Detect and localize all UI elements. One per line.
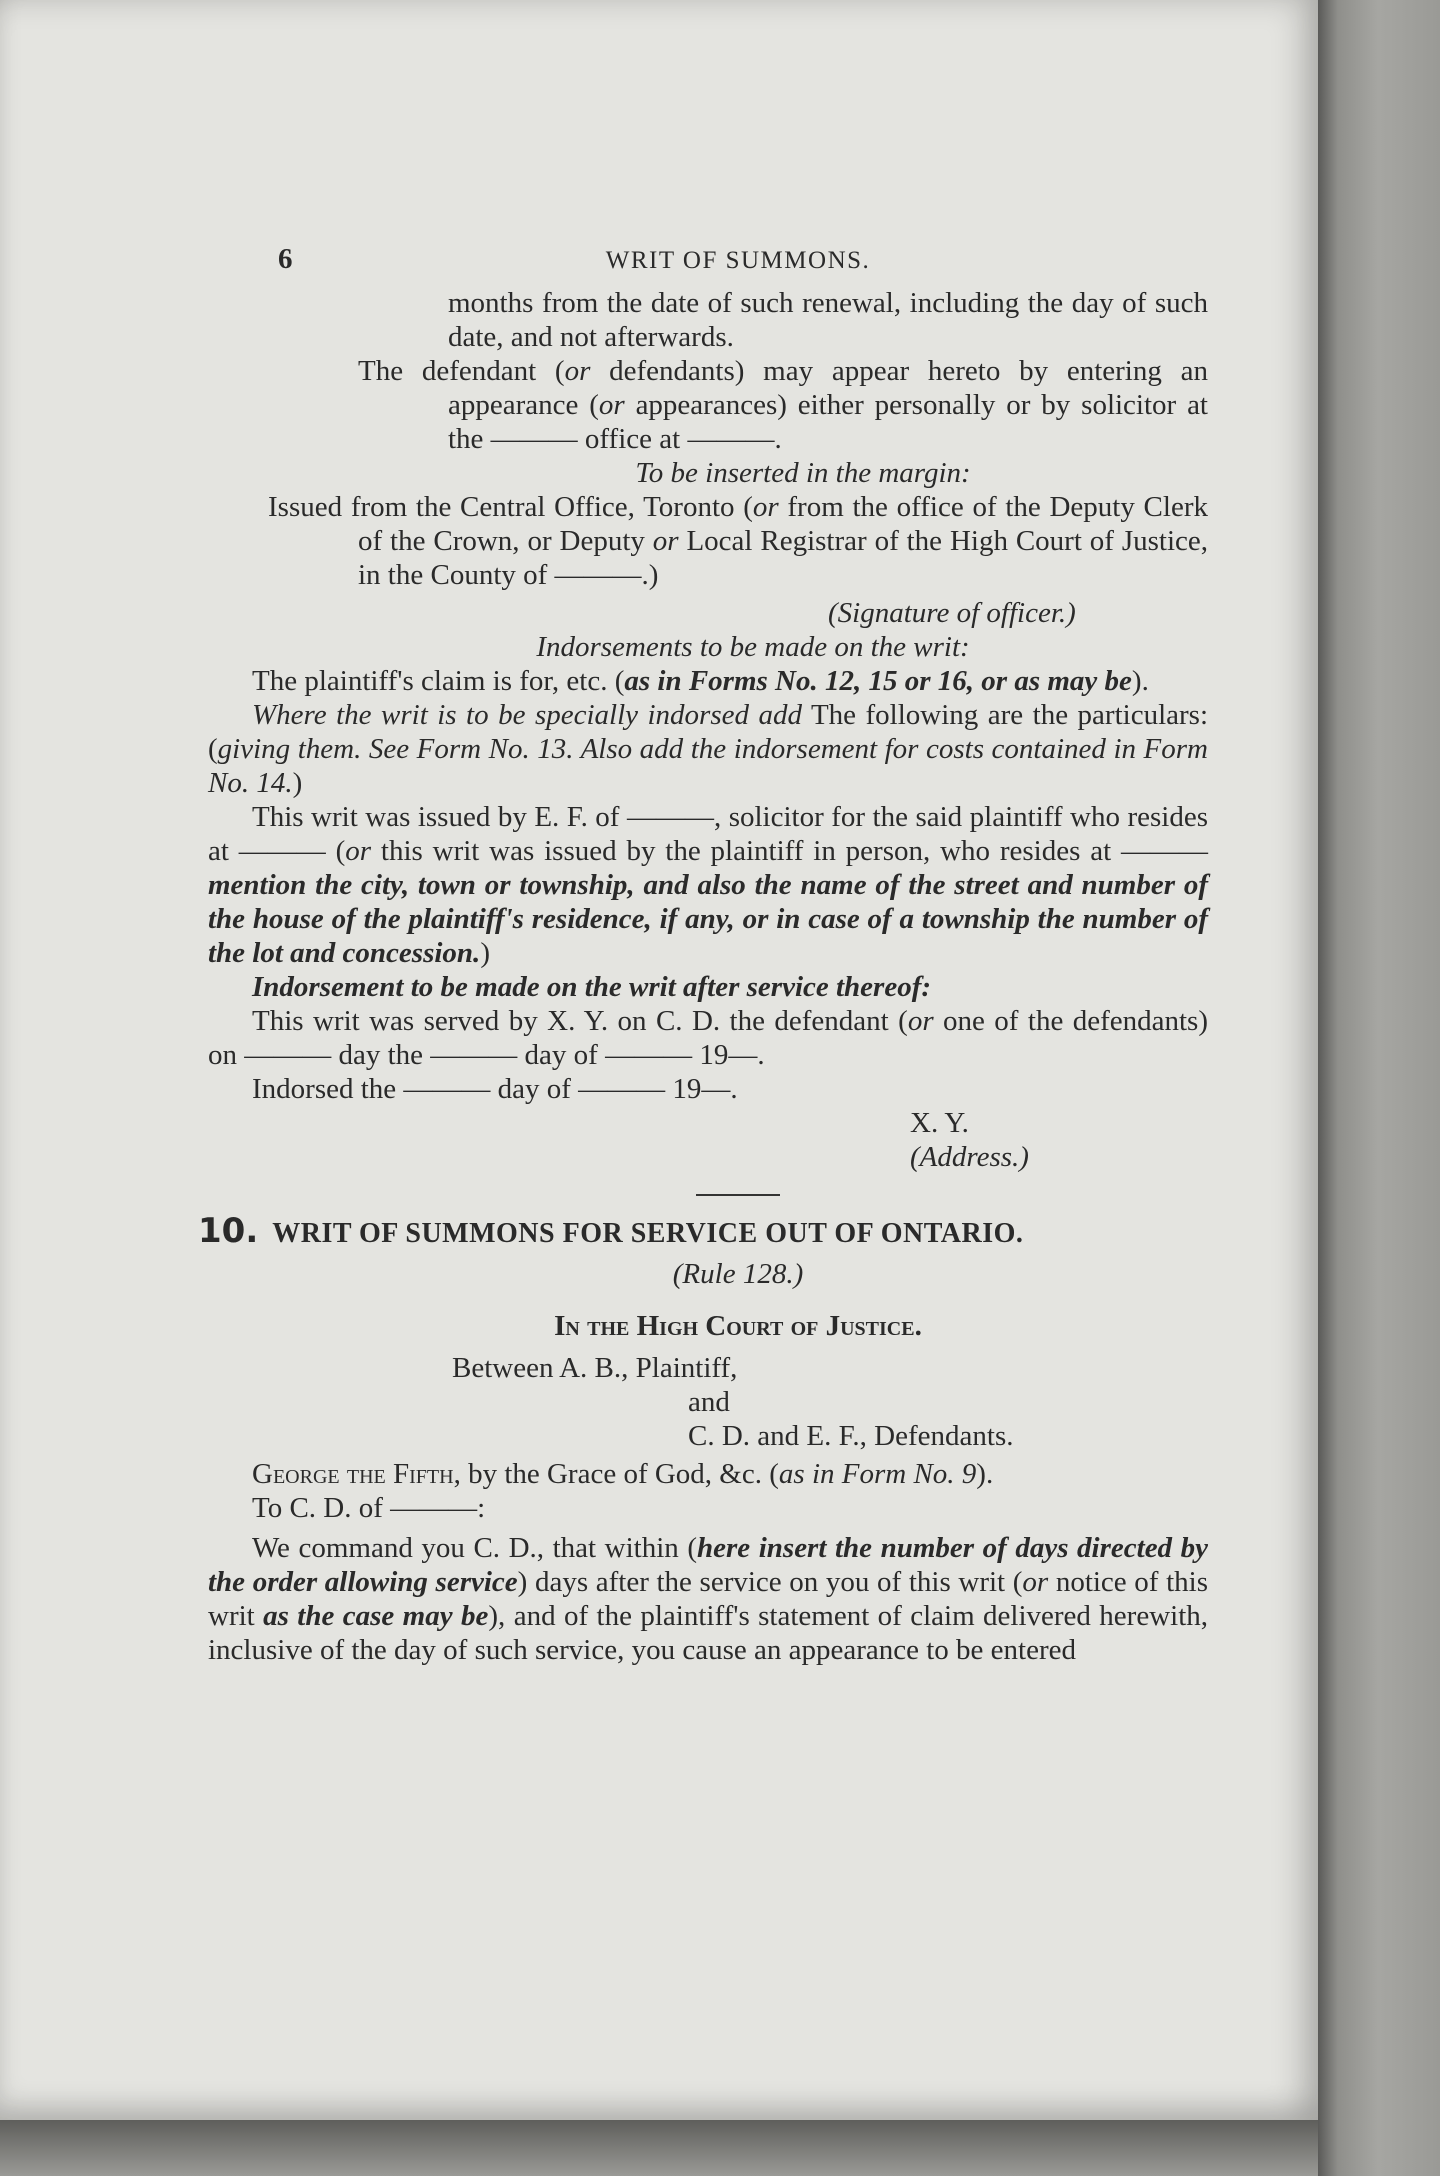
indorsement-after-service: Indorsement to be made on the writ after service thereof:: [252, 971, 932, 1003]
running-title: WRIT OF SUMMONS.: [605, 247, 871, 274]
section-divider: [696, 1194, 780, 1196]
paragraph-served: This writ was served by X. Y. on C. D. the defendant (or one of the defendants) on ——— day the ——— day of ——— 19—.: [208, 1005, 1208, 1071]
page-number: 6: [278, 243, 294, 275]
paragraph-specially-indorsed: Where the writ is to be specially indorsed add The following are the particulars: (giving them. See Form No. 13. Also add the indorsement for costs contained in Form No. 14.): [208, 699, 1209, 799]
book-edge-right: [1318, 0, 1440, 2176]
section-heading: 10. WRIT OF SUMMONS FOR SERVICE OUT OF ONTARIO.: [198, 1211, 1024, 1251]
and-line: and: [688, 1386, 730, 1418]
signature-officer: (Signature of officer.): [828, 597, 1076, 629]
page-header: [268, 236, 1208, 286]
margin-instruction: To be inserted in the margin:: [635, 457, 971, 489]
paragraph-command: We command you C. D., that within (here insert the number of days directed by the order allowing service) days after the service on you of this writ (or notice of this writ as the case may be), and of the plaintiff's statement of claim delivered herewith, inclusive of the day of such service, you cause an appearance to be entered: [208, 1532, 1209, 1666]
court-name: In the High Court of Justice.: [554, 1310, 922, 1342]
page-text: [198, 236, 1209, 1667]
paragraph-appearance: The defendant (or defendants) may appear hereto by entering an appearance (or appearances) either personally or by solicitor at the ——— office at ———.: [358, 355, 1208, 455]
paragraph-issued: Issued from the Central Office, Toronto (or from the office of the Deputy Clerk of the Crown, or Deputy or Local Registrar of the High Court of Justice, in the County of ———.): [268, 491, 1209, 591]
between-line: Between A. B., Plaintiff,: [452, 1352, 738, 1384]
defendants-line: C. D. and E. F., Defendants.: [688, 1420, 1014, 1452]
book-edge-bottom: [0, 2120, 1318, 2176]
section-rule: (Rule 128.): [672, 1258, 804, 1290]
signature-address: (Address.): [910, 1141, 1029, 1173]
paragraph-indorsed: Indorsed the ——— day of ——— 19—.: [252, 1073, 738, 1105]
paragraph-renewal: months from the date of such renewal, including the day of such date, and not afterwards.: [448, 287, 1208, 353]
george-line: George the Fifth, by the Grace of God, &c. (as in Form No. 9).: [252, 1458, 994, 1490]
paragraph-claim: The plaintiff's claim is for, etc. (as in Forms No. 12, 15 or 16, or as may be).: [252, 665, 1149, 697]
indorsements-heading: Indorsements to be made on the writ:: [536, 631, 970, 663]
paragraph-issued-by: This writ was issued by E. F. of ———, solicitor for the said plaintiff who resides at ——— (or this writ was issued by the plaintiff in person, who resides at ——— mention the city, town or township, and also the name of the street and number of the house of the plaintiff's residence, if any, or in case of a township the number of the lot and concession.): [208, 801, 1208, 969]
to-line: To C. D. of ———:: [252, 1492, 486, 1524]
signature-xy: X. Y.: [910, 1107, 969, 1139]
